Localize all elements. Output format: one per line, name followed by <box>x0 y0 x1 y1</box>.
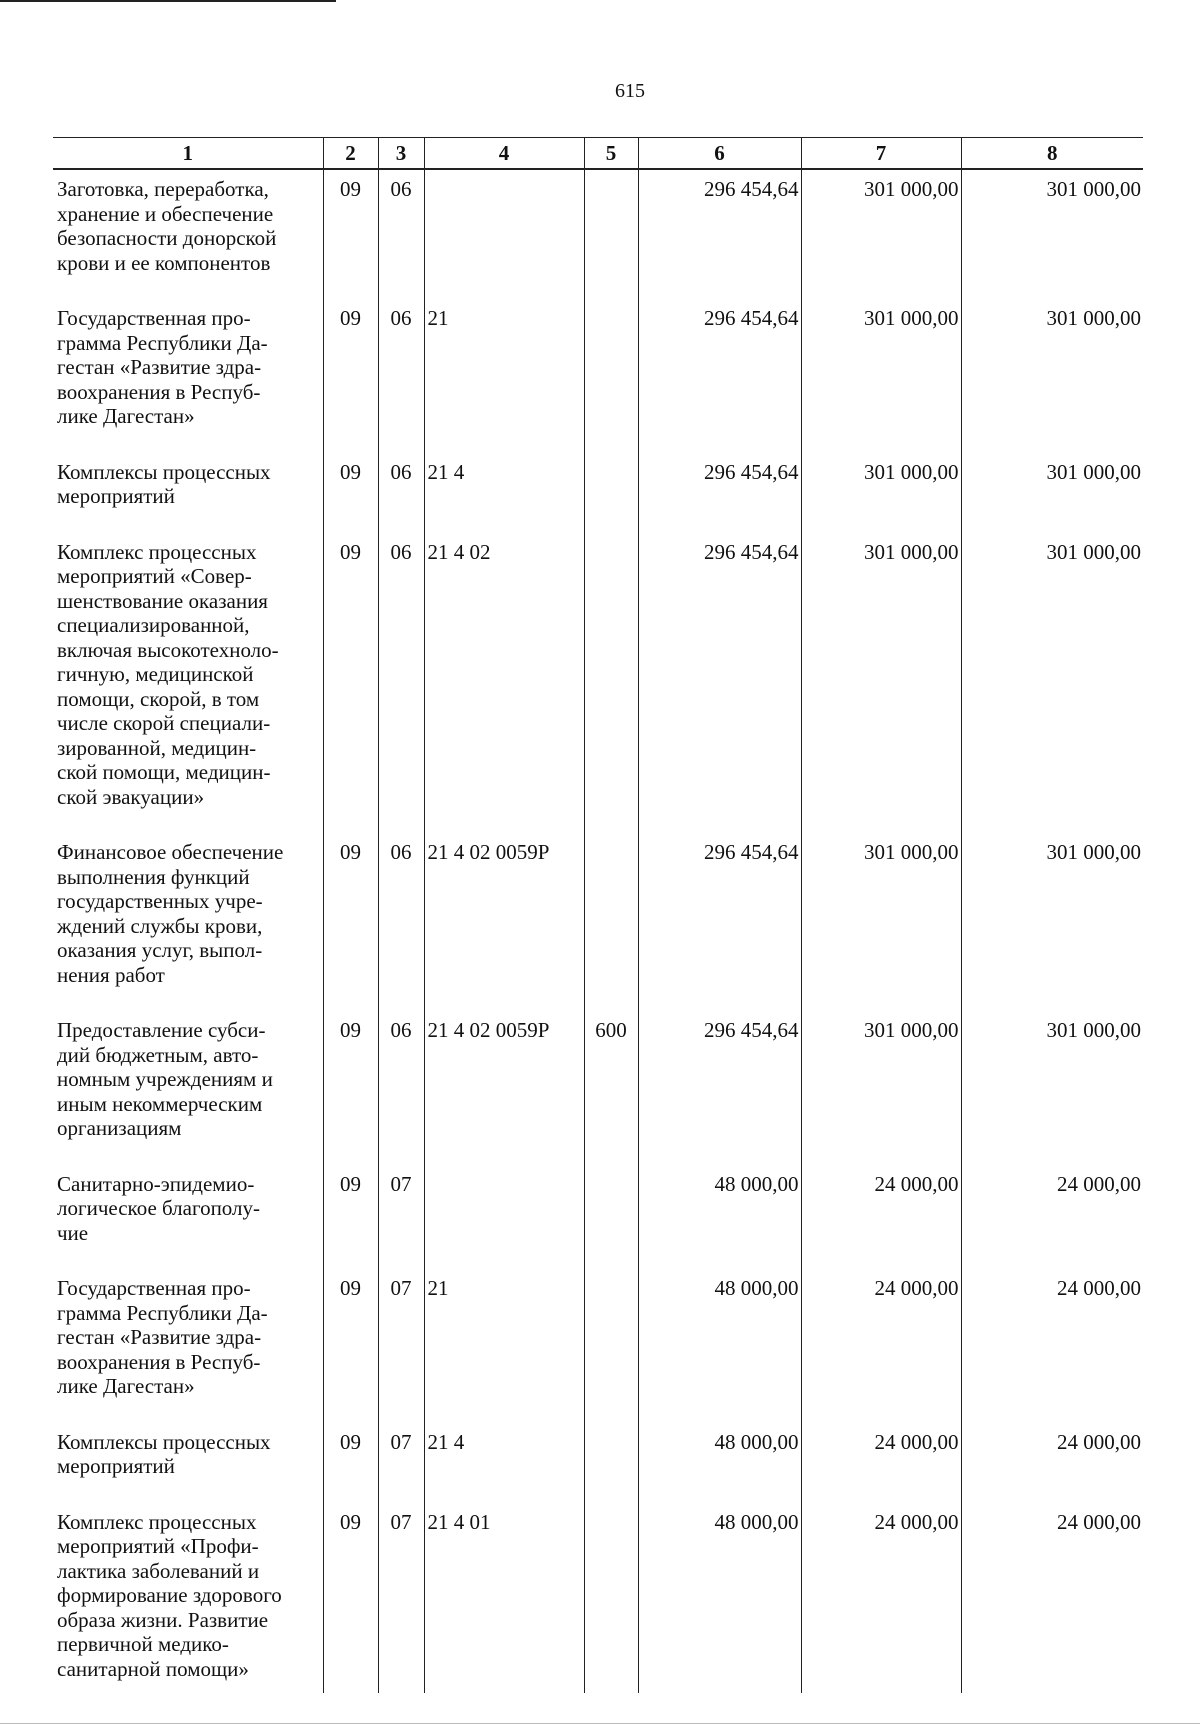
cell-section: 09 <box>323 531 378 832</box>
item-name: Комплексы процессных мероприятий <box>57 1429 271 1478</box>
cell-expense-type <box>584 1267 638 1421</box>
cell-section: 09 <box>323 1163 378 1268</box>
cell-target-article: 21 4 02 0059Р <box>424 831 584 1009</box>
cell-expense-type <box>584 169 638 297</box>
item-name: Государственная про- грамма Республики Да- гестан «Развитие здра- воохранения в Респуб- лике Дагестан» <box>57 306 268 428</box>
cell-subsection: 06 <box>378 451 424 531</box>
cell-subsection: 06 <box>378 169 424 297</box>
item-name: Предоставление субси- дий бюджетным, авто- номным учреждениям и иным некоммерческим организациям <box>57 1018 273 1140</box>
column-header-1: 1 <box>53 138 323 170</box>
cell-subsection: 06 <box>378 297 424 451</box>
cell-name <box>53 531 323 832</box>
cell-name <box>53 1501 323 1694</box>
item-name: Санитарно-эпидемио- логическое благополу- чие <box>57 1171 261 1245</box>
item-name: Комплекс процессных мероприятий «Совер- шенствование оказания специализированной, включая высокотехноло- гичную, медицинской помощи, скорой, в том числе скорой специали- зированной, медицин- ской помощи, медицин- ской эвакуации» <box>57 539 279 809</box>
cell-amount-8: 24 000,00 <box>961 1501 1143 1694</box>
cell-amount-7: 24 000,00 <box>801 1501 961 1694</box>
cell-name <box>53 831 323 1009</box>
cell-target-article: 21 4 02 0059Р <box>424 1009 584 1163</box>
cell-section: 09 <box>323 1421 378 1501</box>
cell-amount-7: 301 000,00 <box>801 451 961 531</box>
cell-expense-type <box>584 831 638 1009</box>
cell-expense-type <box>584 297 638 451</box>
column-header-2: 2 <box>323 138 378 170</box>
cell-subsection: 06 <box>378 831 424 1009</box>
cell-expense-type <box>584 1421 638 1501</box>
page-number: 615 <box>615 80 645 102</box>
column-header-7: 7 <box>801 138 961 170</box>
cell-amount-6: 296 454,64 <box>638 1009 801 1163</box>
cell-amount-6: 48 000,00 <box>638 1421 801 1501</box>
cell-amount-8: 301 000,00 <box>961 831 1143 1009</box>
cell-amount-7: 301 000,00 <box>801 831 961 1009</box>
cell-target-article: 21 4 <box>424 451 584 531</box>
cell-target-article: 21 <box>424 1267 584 1421</box>
cell-name <box>53 1163 323 1268</box>
cell-amount-8: 301 000,00 <box>961 297 1143 451</box>
cell-section: 09 <box>323 1267 378 1421</box>
cell-section: 09 <box>323 297 378 451</box>
table-row <box>53 1009 1143 1163</box>
cell-name <box>53 1267 323 1421</box>
cell-expense-type <box>584 451 638 531</box>
cell-amount-6: 296 454,64 <box>638 831 801 1009</box>
cell-target-article <box>424 1163 584 1268</box>
cell-name <box>53 1421 323 1501</box>
table-header <box>53 138 1143 170</box>
cell-section: 09 <box>323 169 378 297</box>
table-body <box>53 169 1143 1693</box>
cell-expense-type: 600 <box>584 1009 638 1163</box>
cell-name <box>53 297 323 451</box>
cell-target-article: 21 4 <box>424 1421 584 1501</box>
cell-expense-type <box>584 531 638 832</box>
item-name: Комплекс процессных мероприятий «Профи- лактика заболеваний и формирование здорового образа жизни. Развитие первичной медико- санитарной помощи» <box>57 1509 282 1681</box>
table-row <box>53 297 1143 451</box>
cell-section: 09 <box>323 831 378 1009</box>
cell-amount-8: 24 000,00 <box>961 1267 1143 1421</box>
cell-amount-6: 296 454,64 <box>638 531 801 832</box>
budget-table <box>53 137 1143 1693</box>
cell-name <box>53 169 323 297</box>
cell-amount-7: 24 000,00 <box>801 1163 961 1268</box>
cell-name <box>53 451 323 531</box>
cell-amount-7: 301 000,00 <box>801 169 961 297</box>
cell-amount-8: 301 000,00 <box>961 451 1143 531</box>
cell-expense-type <box>584 1501 638 1694</box>
cell-amount-6: 296 454,64 <box>638 169 801 297</box>
column-header-3: 3 <box>378 138 424 170</box>
cell-subsection: 07 <box>378 1501 424 1694</box>
column-header-5: 5 <box>584 138 638 170</box>
cell-amount-7: 301 000,00 <box>801 531 961 832</box>
cell-subsection: 07 <box>378 1163 424 1268</box>
column-header-4: 4 <box>424 138 584 170</box>
cell-amount-6: 48 000,00 <box>638 1501 801 1694</box>
table-row <box>53 1421 1143 1501</box>
cell-target-article: 21 4 02 <box>424 531 584 832</box>
cell-amount-8: 24 000,00 <box>961 1163 1143 1268</box>
cell-amount-8: 301 000,00 <box>961 531 1143 832</box>
cell-amount-6: 296 454,64 <box>638 451 801 531</box>
header-row <box>53 138 1143 170</box>
item-name: Комплексы процессных мероприятий <box>57 459 271 508</box>
cell-amount-8: 301 000,00 <box>961 1009 1143 1163</box>
cell-amount-6: 296 454,64 <box>638 297 801 451</box>
cell-target-article: 21 <box>424 297 584 451</box>
table-row <box>53 531 1143 832</box>
cell-subsection: 06 <box>378 531 424 832</box>
top-rule <box>0 0 336 2</box>
cell-amount-8: 24 000,00 <box>961 1421 1143 1501</box>
table-row <box>53 831 1143 1009</box>
item-name: Государственная про- грамма Республики Да- гестан «Развитие здра- воохранения в Респуб- лике Дагестан» <box>57 1276 268 1398</box>
cell-section: 09 <box>323 1501 378 1694</box>
cell-amount-6: 48 000,00 <box>638 1267 801 1421</box>
column-header-8: 8 <box>961 138 1143 170</box>
cell-target-article <box>424 169 584 297</box>
cell-subsection: 07 <box>378 1421 424 1501</box>
cell-amount-6: 48 000,00 <box>638 1163 801 1268</box>
cell-subsection: 07 <box>378 1267 424 1421</box>
cell-amount-7: 24 000,00 <box>801 1267 961 1421</box>
cell-amount-8: 301 000,00 <box>961 169 1143 297</box>
cell-section: 09 <box>323 451 378 531</box>
cell-subsection: 06 <box>378 1009 424 1163</box>
cell-amount-7: 24 000,00 <box>801 1421 961 1501</box>
table-row <box>53 1267 1143 1421</box>
column-header-6: 6 <box>638 138 801 170</box>
item-name: Заготовка, переработка, хранение и обеспечение безопасности донорской крови и ее компонентов <box>57 177 277 275</box>
item-name: Финансовое обеспечение выполнения функций государственных учре- ждений службы крови, оказания услуг, выпол- нения работ <box>57 840 284 987</box>
cell-name <box>53 1009 323 1163</box>
cell-amount-7: 301 000,00 <box>801 297 961 451</box>
table-row <box>53 1501 1143 1694</box>
table-row <box>53 451 1143 531</box>
cell-amount-7: 301 000,00 <box>801 1009 961 1163</box>
table-row <box>53 1163 1143 1268</box>
cell-target-article: 21 4 01 <box>424 1501 584 1694</box>
cell-section: 09 <box>323 1009 378 1163</box>
table-row <box>53 169 1143 297</box>
cell-expense-type <box>584 1163 638 1268</box>
